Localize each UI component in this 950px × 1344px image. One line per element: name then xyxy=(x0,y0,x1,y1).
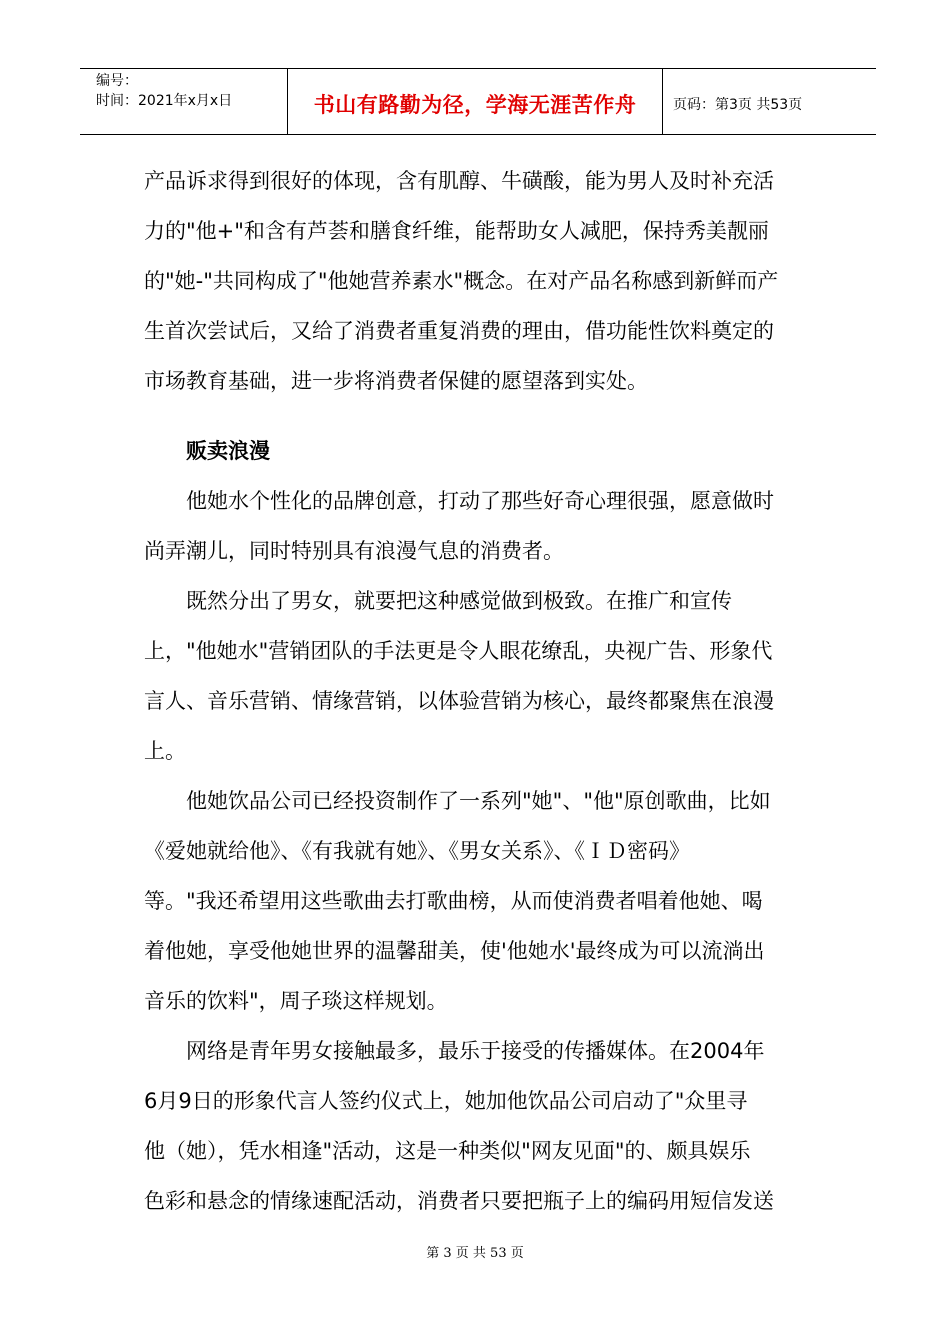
text-line: 市场教育基础，进一步将消费者保健的愿望落到实处。 xyxy=(144,369,648,393)
text-line: 色彩和悬念的情缘速配活动，消费者只要把瓶子上的编码用短信发送 xyxy=(144,1189,774,1213)
text-line: 网络是青年男女接触最多，最乐于接受的传播媒体。在2004年 xyxy=(186,1039,765,1063)
document-date: 时间：2021年x月x日 xyxy=(96,93,233,109)
text-line: 尚弄潮儿，同时特别具有浪漫气息的消费者。 xyxy=(144,539,564,563)
text-line: 着他她，享受他她世界的温馨甜美，使'他她水'最终成为可以流淌出 xyxy=(144,939,765,963)
text-line: 他她饮品公司已经投资制作了一系列"她"、"他"原创歌曲，比如 xyxy=(186,789,771,813)
paragraph-internet xyxy=(144,1026,814,1226)
text-line: 等。"我还希望用这些歌曲去打歌曲榜，从而使消费者唱着他她、喝 xyxy=(144,889,763,913)
text-line: 生首次尝试后，又给了消费者重复消费的理由，借功能性饮料奠定的 xyxy=(144,319,774,343)
text-line: 上。 xyxy=(144,739,186,763)
header-page-info: 页码：第3页 共53页 xyxy=(673,96,803,113)
text-line: 产品诉求得到很好的体现，含有肌醇、牛磺酸，能为男人及时补充活 xyxy=(144,169,774,193)
text-line: 言人、音乐营销、情缘营销，以体验营销为核心，最终都聚焦在浪漫 xyxy=(144,689,774,713)
text-line: 他她水个性化的品牌创意，打动了那些好奇心理很强，愿意做时 xyxy=(186,489,774,513)
document-number-label: 编号： xyxy=(96,73,138,89)
text-line: 6月9日的形象代言人签约仪式上，她加他饮品公司启动了"众里寻 xyxy=(144,1089,748,1113)
text-line: 既然分出了男女，就要把这种感觉做到极致。在推广和宣传 xyxy=(186,589,732,613)
paragraph-marketing xyxy=(144,576,814,776)
text-line: 他（她），凭水相逢"活动，这是一种类似"网友见面"的、颇具娱乐 xyxy=(144,1139,751,1163)
paragraph-songs xyxy=(144,776,814,1026)
header-meta xyxy=(80,69,288,134)
paragraph-product-appeal xyxy=(144,156,814,406)
section-heading: 贩卖浪漫 xyxy=(186,439,270,463)
header-motto-cell xyxy=(288,69,663,134)
page-footer: 第 3 页 共 53 页 xyxy=(426,1246,524,1261)
text-line: 上，"他她水"营销团队的手法更是令人眼花缭乱，央视广告、形象代 xyxy=(144,639,773,663)
header-motto: 书山有路勤为径，学海无涯苦作舟 xyxy=(313,92,637,117)
document-body xyxy=(144,156,814,1226)
text-line: 《爱她就给他》、《有我就有她》、《男女关系》、《ＩＤ密码》 xyxy=(144,839,690,863)
text-line: 的"她-"共同构成了"他她营养素水"概念。在对产品名称感到新鲜而产 xyxy=(144,269,779,293)
text-line: 音乐的饮料"，周子琰这样规划。 xyxy=(144,989,448,1013)
page-header xyxy=(80,68,876,135)
text-line: 力的"他+"和含有芦荟和膳食纤维，能帮助女人减肥，保持秀美靓丽 xyxy=(144,219,769,243)
header-page-info-cell xyxy=(663,69,876,134)
paragraph-brand-creativity xyxy=(144,476,814,576)
